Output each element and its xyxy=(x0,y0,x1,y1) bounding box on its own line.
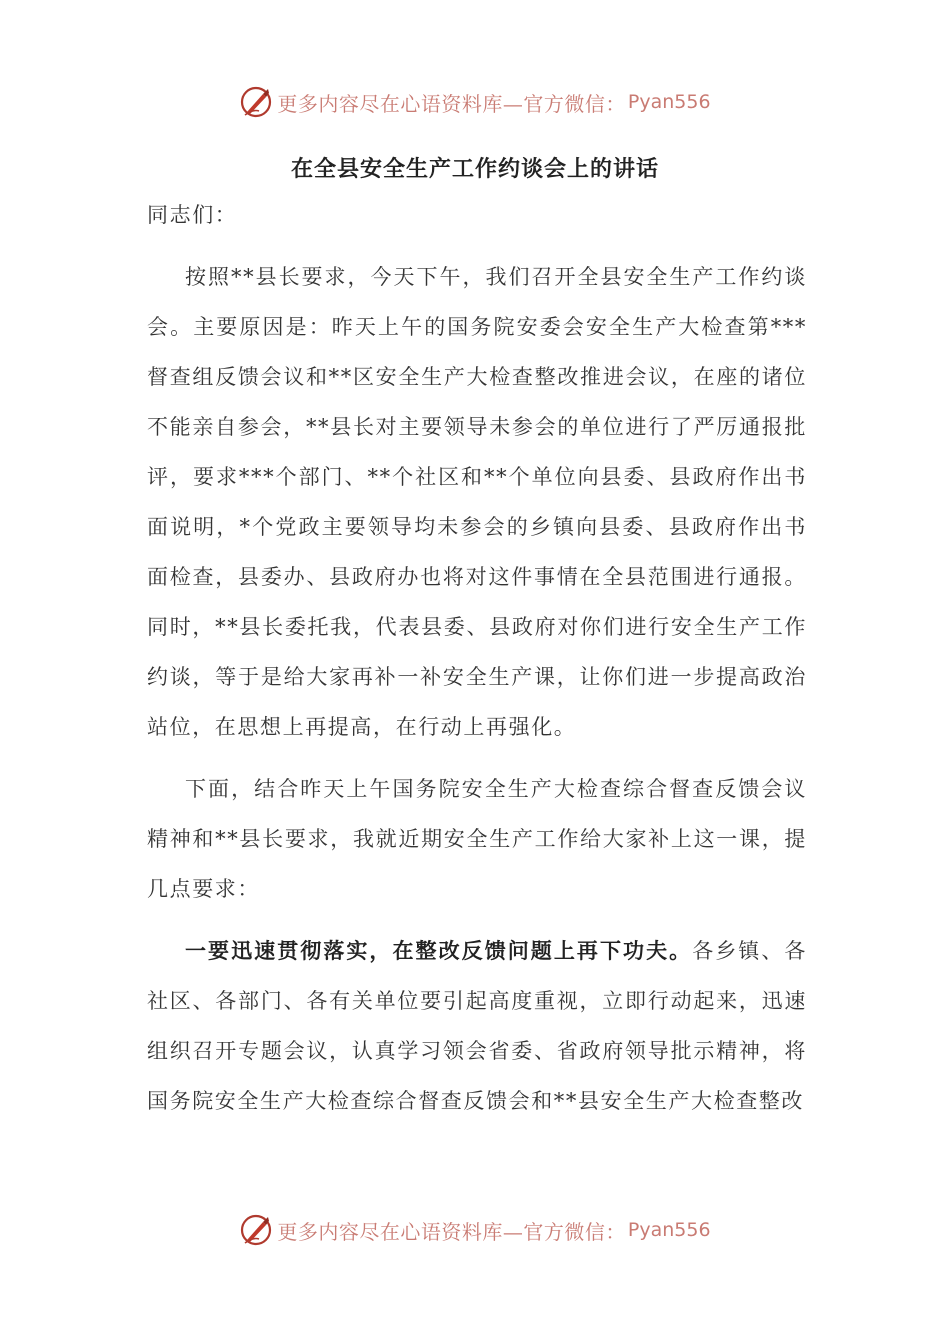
pen-quill-logo-icon xyxy=(239,85,273,119)
watermark-wechat-id: Pyan556 xyxy=(627,1219,711,1241)
paragraph-3-body: 各乡镇、各社区、各部门、各有关单位要引起高度重视，立即行动起来，迅速组织召开专题会议，认真学习领会省委、省政府领导批示精神，将国务院安全生产大检查综合督查反馈会和**县安全生产大检查整改 xyxy=(147,939,808,1113)
salutation: 同志们： xyxy=(147,203,238,227)
watermark-text: 更多内容尽在心语资料库—官方微信： xyxy=(277,91,626,116)
paragraph-1: 按照**县长要求，今天下午，我们召开全县安全生产工作约谈会。主要原因是：昨天上午的国务院安委会安全生产大检查第***督查组反馈会议和**区安全生产大检查整改推进会议，在座的诸位不能亲自参会，**县长对主要领导未参会的单位进行了严厉通报批评，要求***个部门、**个社区和**个单位向县委、县政府作出书面说明，*个党政主要领导均未参会的乡镇向县委、县政府作出书面检查，县委办、县政府办也将对这件事情在全县范围进行通报。同时，**县长委托我，代表县委、县政府对你们进行安全生产工作约谈，等于是给大家再补一补安全生产课，让你们进一步提高政治站位，在思想上再提高，在行动上再强化。 xyxy=(147,265,807,739)
document-body xyxy=(147,190,807,1126)
watermark-banner-bottom xyxy=(0,1210,950,1250)
watermark-text: 更多内容尽在心语资料库—官方微信： xyxy=(277,1219,626,1244)
watermark-wechat-id: Pyan556 xyxy=(627,91,711,113)
pen-quill-logo-icon xyxy=(239,1213,273,1247)
paragraph-2: 下面，结合昨天上午国务院安全生产大检查综合督查反馈会议精神和**县长要求，我就近期安全生产工作给大家补上这一课，提几点要求： xyxy=(147,777,807,901)
document-title: 在全县安全生产工作约谈会上的讲话 xyxy=(290,156,659,182)
paragraph-3 xyxy=(147,926,807,1126)
watermark-banner-top xyxy=(0,82,950,122)
paragraph-3-lead: 一要迅速贯彻落实，在整改反馈问题上再下功夫。 xyxy=(185,938,693,963)
